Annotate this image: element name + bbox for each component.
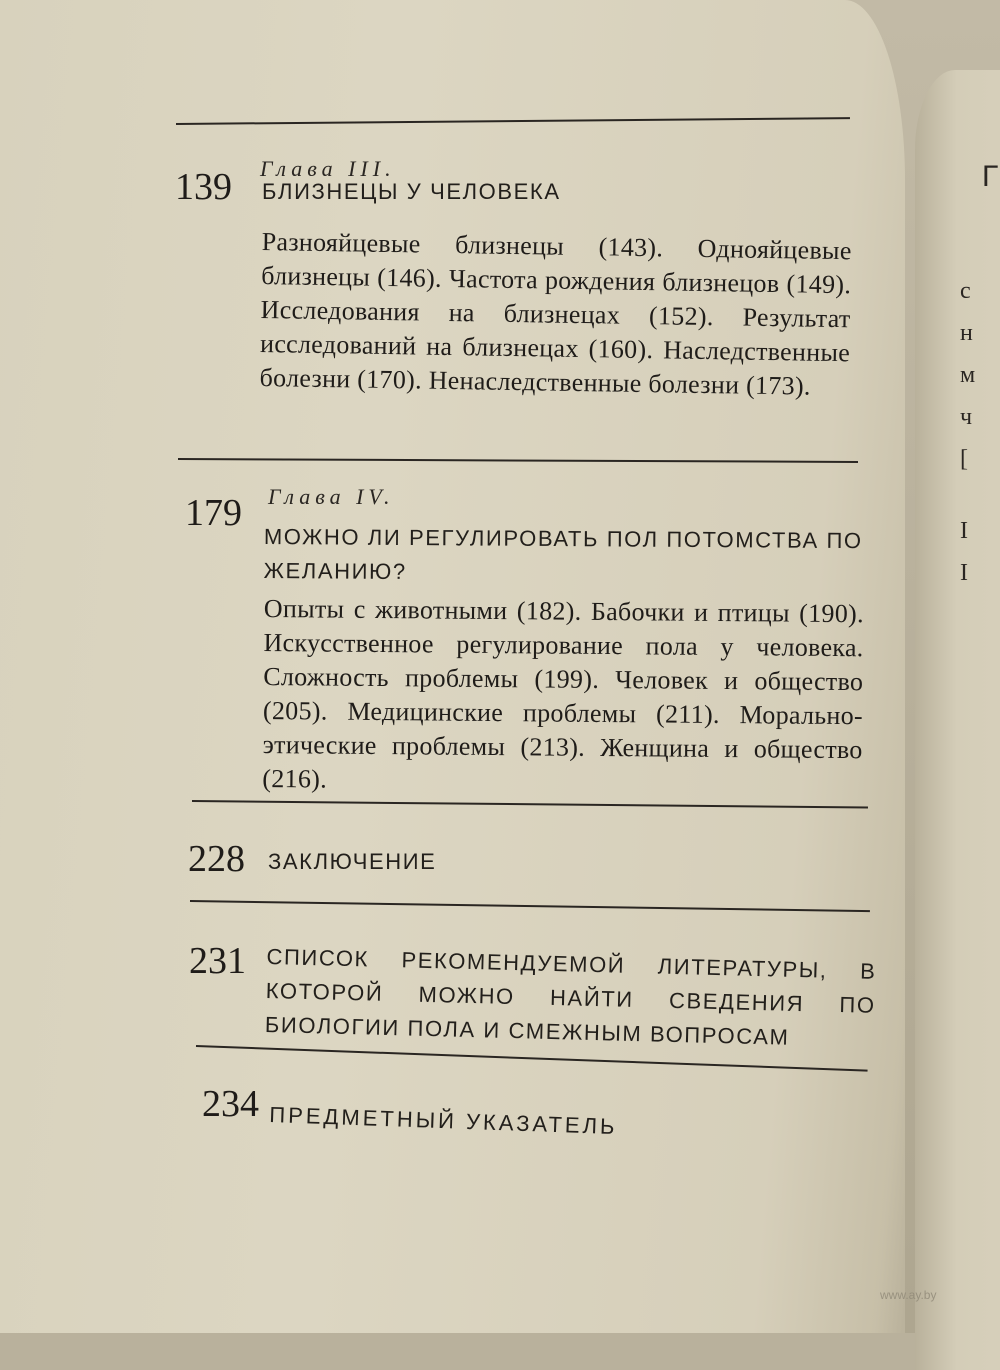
edge-glyph: I xyxy=(960,560,968,586)
chapter-title: МОЖНО ЛИ РЕГУЛИРОВАТЬ ПОЛ ПОТОМСТВА ПО ЖЕЛАНИЮ? xyxy=(263,523,863,584)
chapter-label: Глава III. xyxy=(260,156,396,181)
right-page-edge-text xyxy=(960,160,1000,594)
edge-glyph: н xyxy=(960,320,973,346)
edge-glyph: с xyxy=(960,278,971,304)
section-title: ПРЕДМЕТНЫЙ УКАЗАТЕЛЬ xyxy=(268,1101,618,1140)
section-title: ЗАКЛЮЧЕНИЕ xyxy=(268,849,437,874)
section-title: СПИСОК РЕКОМЕНДУЕМОЙ ЛИТЕРАТУРЫ, В КОТОРОЙ МОЖНО НАЙТИ СВЕДЕНИЯ ПО БИОЛОГИИ ПОЛА И СМЕЖНЫМ ВОПРОСАМ xyxy=(264,943,877,1050)
edge-glyph: I xyxy=(960,518,968,544)
page-number: 231 xyxy=(189,940,246,982)
chapter-title: БЛИЗНЕЦЫ У ЧЕЛОВЕКА xyxy=(262,179,561,204)
page-number: 179 xyxy=(185,492,242,534)
right-page-heading-fragment: Г xyxy=(982,160,999,193)
chapter-summary: Разнояйцевые близнецы (143). Однояйцевые близнецы (146). Частота рождения близнецов (149). Исследования на близнецах (152). Результат исследований на близнецах (160). Наследственные болезни (170). Ненаследственные болезни (173). xyxy=(259,226,852,401)
chapter-label: Глава IV. xyxy=(268,484,395,509)
edge-glyph: м xyxy=(960,362,976,388)
page-number: 228 xyxy=(188,838,245,880)
watermark: www.ay.by xyxy=(880,1288,937,1302)
edge-glyph: ч xyxy=(960,404,973,430)
edge-glyph: [ xyxy=(960,446,968,472)
chapter-summary: Опыты с животными (182). Бабочки и птицы (190). Искусственное регулирование пола у человека. Сложность проблемы (199). Человек и общество (205). Медицинские проблемы (211). Морально-этические проблемы (213). Женщина и общество (216). xyxy=(262,593,864,794)
page-number: 139 xyxy=(175,166,232,208)
page-number: 234 xyxy=(202,1083,259,1125)
